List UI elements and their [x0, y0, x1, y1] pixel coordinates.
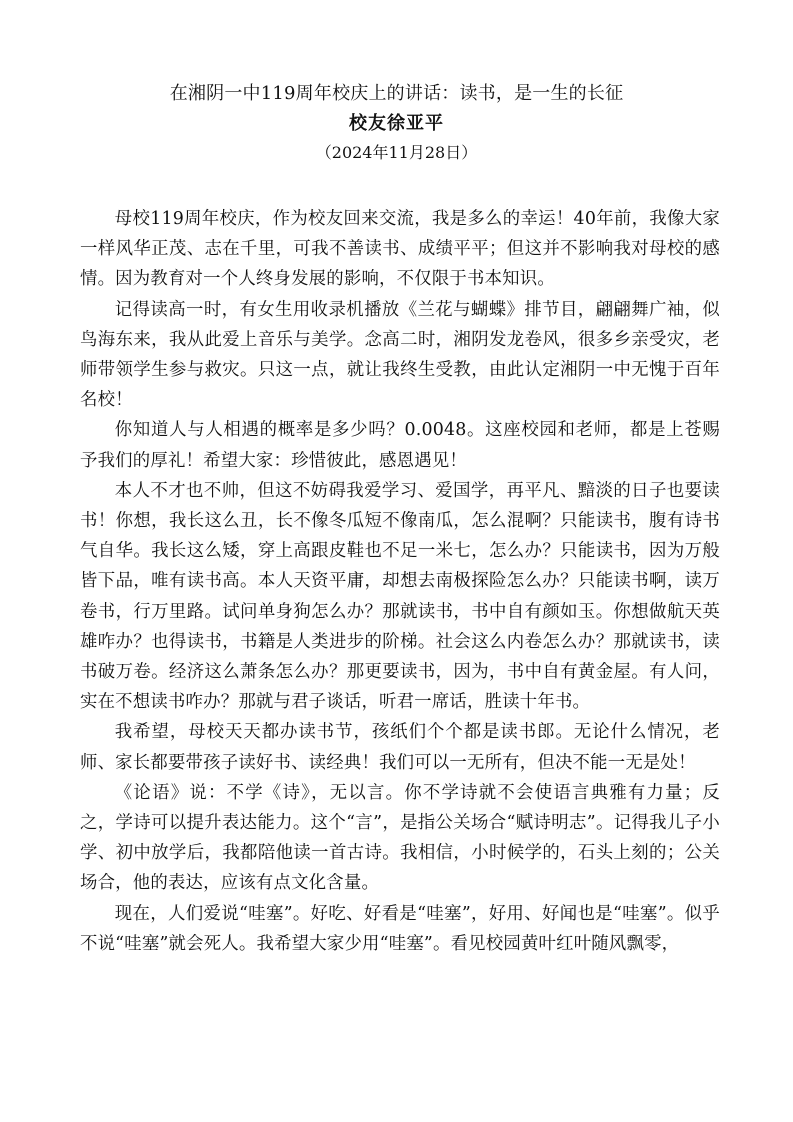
author-line: 校友徐亚平 [349, 113, 444, 134]
paragraph-3: 你知道人与人相遇的概率是多少吗？0.0048。这座校园和老师，都是上苍赐予我们的厚礼！希望大家：珍惜彼此，感恩遇见！ [80, 420, 720, 471]
paragraph-4: 本人不才也不帅，但这不妨碍我爱学习、爱国学，再平凡、黯淡的日子也要读书！你想，我长这么丑，长不像冬瓜短不像南瓜，怎么混啊？只能读书，腹有诗书气自华。我长这么矮，穿上高跟皮鞋也不足一米七，怎么办？只能读书，因为万般皆下品，唯有读书高。本人天资平庸，却想去南极探险怎么办？只能读书啊，读万卷书，行万里路。试问单身狗怎么办？那就读书，书中自有颜如玉。你想做航天英雄咋办？也得读书，书籍是人类进步的阶梯。社会这么内卷怎么办？那就读书，读书破万卷。经济这么萧条怎么办？那更要读书，因为，书中自有黄金屋。有人问，实在不想读书咋办？那就与君子谈话，听君一席话，胜读十年书。 [80, 480, 720, 713]
date-line: （2024年11月28日） [315, 143, 478, 162]
speech-body [80, 204, 720, 959]
paragraph-5: 我希望，母校天天都办读书节，孩纸们个个都是读书郎。无论什么情况，老师、家长都要带孩子读好书、读经典！我们可以一无所有，但决不能一无是处！ [80, 722, 720, 773]
paragraph-7: 现在，人们爱说“哇塞”。好吃、好看是“哇塞”，好用、好闻也是“哇塞”。似乎不说“哇塞”就会死人。我希望大家少用“哇塞”。看见校园黄叶红叶随风飘零， [80, 903, 720, 954]
document-title: 在湘阴一中119周年校庆上的讲话：读书，是一生的长征 [169, 83, 624, 104]
document-header [0, 80, 793, 166]
paragraph-2: 记得读高一时，有女生用收录机播放《兰花与蝴蝶》排节目，翩翩舞广袖，似鸟海东来，我从此爱上音乐与美学。念高二时，湘阴发龙卷风，很多乡亲受灾，老师带领学生参与救灾。只这一点，就让我终生受教，由此认定湘阴一中无愧于百年名校！ [80, 299, 720, 411]
paragraph-1: 母校119周年校庆，作为校友回来交流，我是多么的幸运！40年前，我像大家一样风华正茂、志在千里，可我不善读书、成绩平平；但这并不影响我对母校的感情。因为教育对一个人终身发展的影响，不仅限于书本知识。 [80, 209, 720, 290]
paragraph-6: 《论语》说：不学《诗》，无以言。你不学诗就不会使语言典雅有力量；反之，学诗可以提升表达能力。这个“言”，是指公关场合“赋诗明志”。记得我儿子小学、初中放学后，我都陪他读一首古诗。我相信，小时候学的，石头上刻的；公关场合，他的表达，应该有点文化含量。 [80, 782, 720, 894]
